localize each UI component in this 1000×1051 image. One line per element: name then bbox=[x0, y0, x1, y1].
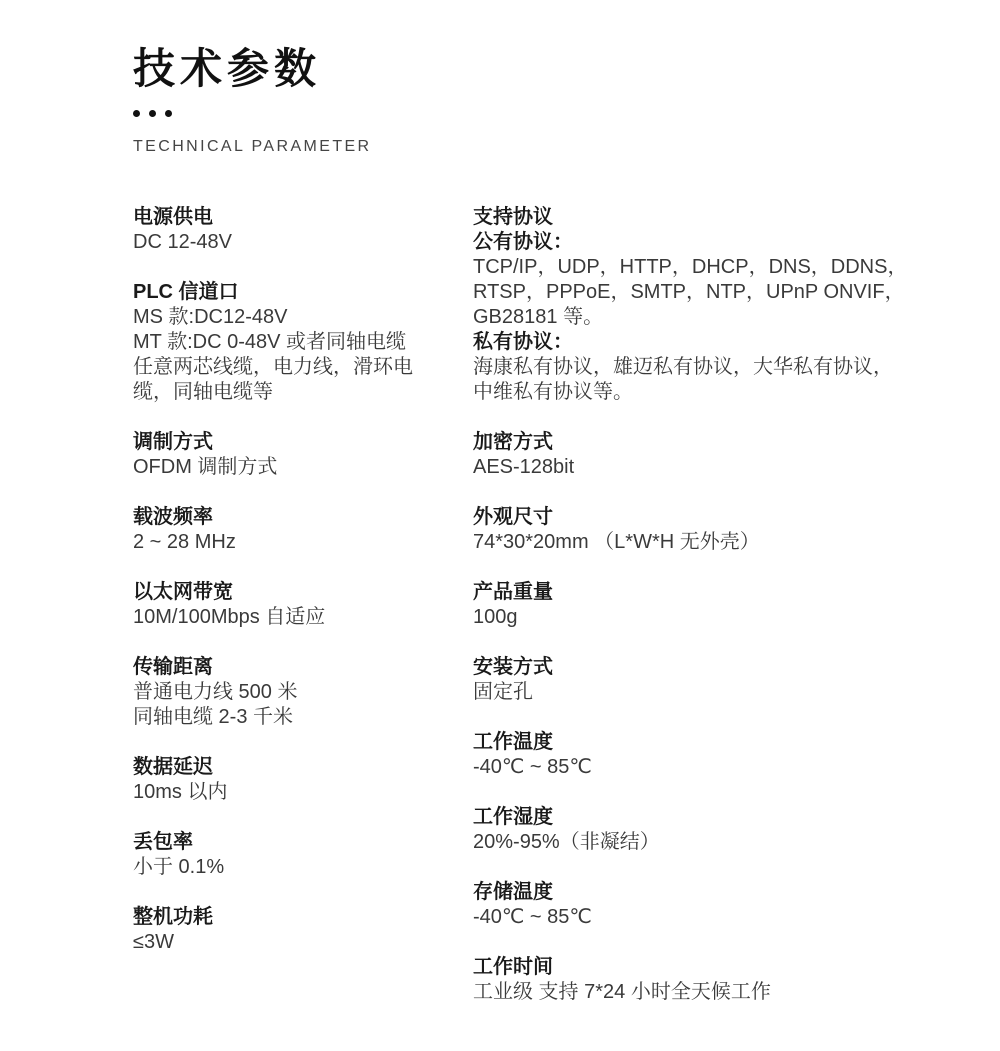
spec-title: 加密方式 bbox=[473, 431, 553, 453]
spec-value: 固定孔 bbox=[473, 681, 533, 703]
dot-icon bbox=[133, 110, 140, 117]
spec-value: 10M/100Mbps 自适应 bbox=[133, 606, 326, 628]
spec-section-power-consumption bbox=[133, 905, 473, 955]
spec-section-mounting bbox=[473, 655, 940, 705]
spec-value: OFDM 调制方式 bbox=[133, 456, 278, 478]
spec-title: 产品重量 bbox=[473, 581, 553, 603]
spec-section-operating-temperature bbox=[473, 730, 940, 780]
spec-section-data-latency bbox=[133, 755, 473, 805]
spec-title: 调制方式 bbox=[133, 431, 213, 453]
spec-value: 工业级 支持 7*24 小时全天候工作 bbox=[473, 981, 771, 1003]
spec-value: TCP/IP，UDP，HTTP，DHCP，DNS，DDNS， bbox=[473, 256, 908, 278]
page-title: 技术参数 bbox=[133, 45, 322, 92]
spec-section-transmission-distance bbox=[133, 655, 473, 730]
spec-title: 以太网带宽 bbox=[133, 581, 233, 603]
spec-title: 工作温度 bbox=[473, 731, 553, 753]
spec-value: 74*30*20mm （L*W*H 无外壳） bbox=[473, 531, 760, 553]
spec-value: 缆，同轴电缆等 bbox=[133, 381, 273, 403]
spec-title: 电源供电 bbox=[133, 206, 213, 228]
spec-title: 载波频率 bbox=[133, 506, 213, 528]
dot-icon bbox=[165, 110, 172, 117]
spec-section-carrier-frequency bbox=[133, 505, 473, 555]
spec-value: MS 款:DC12-48V bbox=[133, 306, 288, 328]
spec-title: 工作湿度 bbox=[473, 806, 553, 828]
spec-title: 数据延迟 bbox=[133, 756, 213, 778]
dot-icon bbox=[149, 110, 156, 117]
spec-title: 支持协议 bbox=[473, 206, 553, 228]
spec-section-encryption bbox=[473, 430, 940, 480]
page-subtitle: TECHNICAL PARAMETER bbox=[133, 138, 372, 155]
spec-value: MT 款:DC 0-48V 或者同轴电缆 bbox=[133, 331, 406, 353]
spec-value: 海康私有协议，雄迈私有协议，大华私有协议， bbox=[473, 356, 893, 378]
spec-value: ≤3W bbox=[133, 931, 174, 953]
spec-title: 外观尺寸 bbox=[473, 506, 553, 528]
spec-section-supported-protocols bbox=[473, 205, 940, 405]
public-protocols-label: 公有协议： bbox=[473, 231, 573, 253]
spec-value: 同轴电缆 2-3 千米 bbox=[133, 706, 294, 728]
spec-section-dimensions bbox=[473, 505, 940, 555]
spec-value: 10ms 以内 bbox=[133, 781, 228, 803]
spec-columns bbox=[133, 205, 940, 1030]
spec-value: -40℃ ~ 85℃ bbox=[473, 906, 592, 928]
spec-title: 存储温度 bbox=[473, 881, 553, 903]
title-dots-decoration bbox=[133, 110, 940, 117]
spec-title: PLC 信道口 bbox=[133, 281, 239, 303]
spec-section-weight bbox=[473, 580, 940, 630]
spec-section-plc-channel bbox=[133, 280, 473, 405]
spec-value: 100g bbox=[473, 606, 518, 628]
spec-title: 丢包率 bbox=[133, 831, 193, 853]
spec-title: 安装方式 bbox=[473, 656, 553, 678]
spec-value: RTSP，PPPoE，SMTP，NTP，UPnP ONVIF， bbox=[473, 281, 905, 303]
spec-title: 工作时间 bbox=[473, 956, 553, 978]
spec-section-operating-humidity bbox=[473, 805, 940, 855]
spec-value: 任意两芯线缆，电力线，滑环电 bbox=[133, 356, 413, 378]
spec-value: 中维私有协议等。 bbox=[473, 381, 633, 403]
spec-column-right bbox=[473, 205, 940, 1030]
spec-value: GB28181 等。 bbox=[473, 306, 604, 328]
spec-section-storage-temperature bbox=[473, 880, 940, 930]
spec-value: DC 12-48V bbox=[133, 231, 232, 253]
spec-section-power-supply bbox=[133, 205, 473, 255]
private-protocols-label: 私有协议： bbox=[473, 331, 573, 353]
spec-column-left bbox=[133, 205, 473, 1030]
spec-section-working-time bbox=[473, 955, 940, 1005]
spec-title: 整机功耗 bbox=[133, 906, 213, 928]
spec-value: 小于 0.1% bbox=[133, 856, 225, 878]
spec-value: AES-128bit bbox=[473, 456, 575, 478]
spec-section-ethernet-bandwidth bbox=[133, 580, 473, 630]
spec-section-modulation bbox=[133, 430, 473, 480]
spec-title: 传输距离 bbox=[133, 656, 213, 678]
spec-section-packet-loss bbox=[133, 830, 473, 880]
spec-value: 普通电力线 500 米 bbox=[133, 681, 298, 703]
spec-value: -40℃ ~ 85℃ bbox=[473, 756, 592, 778]
spec-value: 20%-95%（非凝结） bbox=[473, 831, 660, 853]
spec-value: 2 ~ 28 MHz bbox=[133, 531, 236, 553]
